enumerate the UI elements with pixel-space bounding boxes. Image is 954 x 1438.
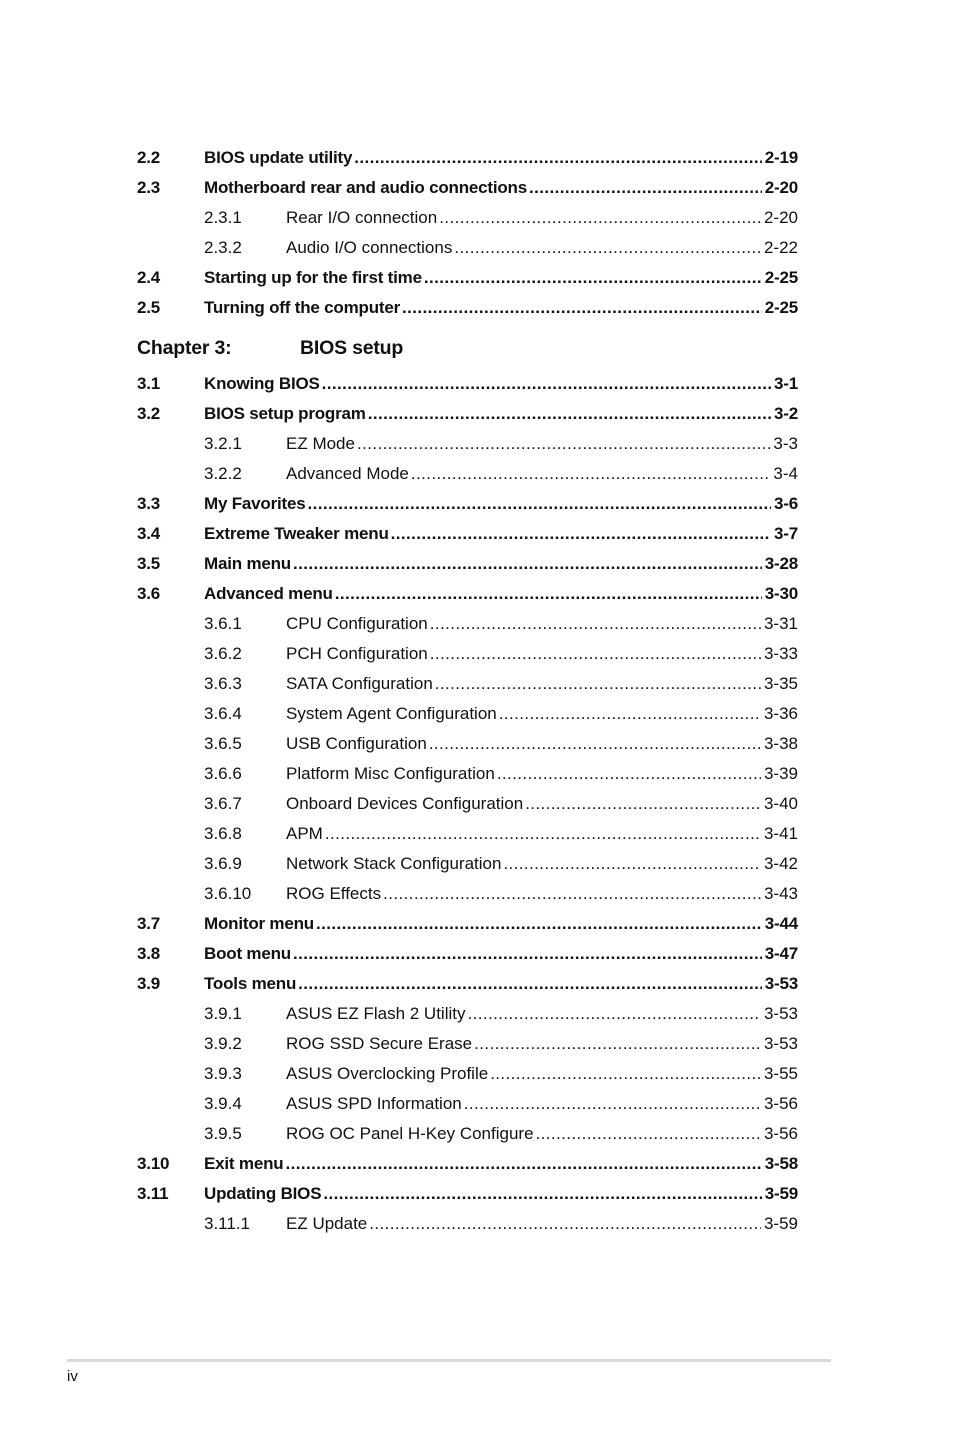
toc-entry-page: 3-41 xyxy=(763,824,798,843)
toc-entry-number: 3.5 xyxy=(137,554,161,573)
toc-entry-title: Extreme Tweaker menu xyxy=(204,524,389,543)
toc-entry[interactable] xyxy=(137,1179,798,1209)
toc-entry-title: Advanced menu xyxy=(204,584,333,603)
toc-entry-title: Knowing BIOS xyxy=(204,374,320,393)
toc-entry-page: 3-58 xyxy=(764,1154,798,1173)
toc-entry[interactable] xyxy=(137,1119,798,1149)
toc-entry[interactable] xyxy=(137,699,798,729)
toc-entry-number: 3.6.10 xyxy=(204,884,252,903)
toc-section-chapter-3 xyxy=(137,369,798,1239)
toc-entry-number: 3.4 xyxy=(137,524,161,543)
toc-entry[interactable] xyxy=(137,789,798,819)
toc-entry[interactable] xyxy=(137,849,798,879)
chapter-heading xyxy=(137,333,798,363)
toc-entry-number: 3.2.2 xyxy=(204,464,242,483)
toc-entry-title: Starting up for the first time xyxy=(204,268,422,287)
toc-entry-number: 3.11 xyxy=(137,1184,169,1203)
toc-entry-number: 3.6.8 xyxy=(204,824,242,843)
toc-section-chapter-2 xyxy=(137,143,798,323)
toc-entry-title: Monitor menu xyxy=(204,914,314,933)
toc-entry-page: 3-31 xyxy=(763,614,798,633)
toc-entry-title: EZ Update xyxy=(286,1214,368,1233)
dot-leader xyxy=(383,879,761,909)
toc-entry-number: 3.9.5 xyxy=(204,1124,242,1143)
dot-leader xyxy=(435,669,761,699)
dot-leader xyxy=(285,1149,761,1179)
toc-entry[interactable] xyxy=(137,399,798,429)
toc-entry[interactable] xyxy=(137,263,798,293)
toc-entry[interactable] xyxy=(137,909,798,939)
toc-entry[interactable] xyxy=(137,1059,798,1089)
toc-entry-title: ROG OC Panel H-Key Configure xyxy=(286,1124,534,1143)
toc-entry-page: 3-30 xyxy=(764,584,798,603)
toc-entry-number: 3.6.9 xyxy=(204,854,242,873)
toc-entry[interactable] xyxy=(137,173,798,203)
toc-entry[interactable] xyxy=(137,429,798,459)
toc-entry-page: 3-7 xyxy=(774,524,798,543)
toc-entry-number: 3.8 xyxy=(137,944,161,963)
toc-entry-number: 3.3 xyxy=(137,494,161,513)
dot-leader xyxy=(323,1179,761,1209)
toc-entry-page: 2-20 xyxy=(763,208,798,227)
toc-entry-title: ASUS Overclocking Profile xyxy=(286,1064,489,1083)
footer-page-number: iv xyxy=(67,1368,78,1385)
toc-entry-page: 3-1 xyxy=(774,374,798,393)
toc-entry-number: 3.1 xyxy=(137,374,161,393)
toc-entry-title: Network Stack Configuration xyxy=(286,854,502,873)
toc-entry-title: Motherboard rear and audio connections xyxy=(204,178,527,197)
toc-entry-number: 3.2 xyxy=(137,404,161,423)
toc-entry[interactable] xyxy=(137,759,798,789)
chapter-number: Chapter 3: xyxy=(137,337,232,359)
toc-entry-number: 3.6.7 xyxy=(204,794,242,813)
dot-leader xyxy=(525,789,761,819)
toc-entry[interactable] xyxy=(137,489,798,519)
toc-entry[interactable] xyxy=(137,1209,798,1239)
dot-leader xyxy=(411,459,771,489)
toc-entry-page: 3-55 xyxy=(763,1064,798,1083)
toc-entry-number: 3.6 xyxy=(137,584,161,603)
toc-entry-page: 3-59 xyxy=(764,1184,798,1203)
toc-entry-number: 3.6.5 xyxy=(204,734,242,753)
toc-entry-page: 2-25 xyxy=(764,298,798,317)
dot-leader xyxy=(308,489,771,519)
toc-entry-title: Rear I/O connection xyxy=(286,208,438,227)
toc-entry[interactable] xyxy=(137,879,798,909)
dot-leader xyxy=(293,549,762,579)
dot-leader xyxy=(391,519,771,549)
toc-entry-page: 2-19 xyxy=(764,148,798,167)
toc-entry-page: 3-44 xyxy=(764,914,798,933)
toc-entry-title: My Favorites xyxy=(204,494,306,513)
dot-leader xyxy=(490,1059,761,1089)
dot-leader xyxy=(369,1209,761,1239)
dot-leader xyxy=(298,969,762,999)
toc-entry[interactable] xyxy=(137,459,798,489)
dot-leader xyxy=(454,233,761,263)
dot-leader xyxy=(430,609,761,639)
dot-leader xyxy=(464,1089,761,1119)
toc-entry[interactable] xyxy=(137,579,798,609)
toc-entry-number: 3.6.3 xyxy=(204,674,242,693)
toc-entry-page: 3-6 xyxy=(774,494,798,513)
dot-leader xyxy=(357,429,770,459)
toc-entry-title: APM xyxy=(286,824,323,843)
toc-entry-number: 2.3.2 xyxy=(204,238,242,257)
toc-entry-page: 3-3 xyxy=(773,434,798,453)
dot-leader xyxy=(293,939,762,969)
toc-entry-title: Tools menu xyxy=(204,974,297,993)
dot-leader xyxy=(430,639,761,669)
toc-entry-number: 3.6.2 xyxy=(204,644,242,663)
footer-divider xyxy=(67,1359,831,1362)
toc-entry[interactable] xyxy=(137,999,798,1029)
dot-leader xyxy=(325,819,761,849)
toc-entry-number: 3.11.1 xyxy=(204,1214,251,1233)
dot-leader xyxy=(497,759,761,789)
toc-entry-page: 3-43 xyxy=(763,884,798,903)
toc-entry-title: BIOS update utility xyxy=(204,148,353,167)
dot-leader xyxy=(536,1119,761,1149)
toc-entry-title: ASUS SPD Information xyxy=(286,1094,462,1113)
toc-entry[interactable] xyxy=(137,143,798,173)
toc-entry-number: 3.6.4 xyxy=(204,704,242,723)
toc-entry-page: 2-22 xyxy=(763,238,798,257)
toc-entry-page: 3-53 xyxy=(763,1004,798,1023)
toc-entry-page: 3-35 xyxy=(763,674,798,693)
toc-entry[interactable] xyxy=(137,609,798,639)
dot-leader xyxy=(424,263,762,293)
toc-entry-title: BIOS setup program xyxy=(204,404,366,423)
toc-entry-number: 3.9.2 xyxy=(204,1034,242,1053)
toc-entry-title: Boot menu xyxy=(204,944,291,963)
toc-entry-title: ROG Effects xyxy=(286,884,382,903)
toc-entry-title: Advanced Mode xyxy=(286,464,409,483)
toc-entry[interactable] xyxy=(137,203,798,233)
toc-entry-page: 3-47 xyxy=(764,944,798,963)
toc-entry-page: 2-20 xyxy=(764,178,798,197)
toc-entry-number: 2.2 xyxy=(137,148,161,167)
toc-entry-page: 3-28 xyxy=(764,554,798,573)
toc-entry-title: ROG SSD Secure Erase xyxy=(286,1034,473,1053)
toc-entry-title: PCH Configuration xyxy=(286,644,428,663)
dot-leader xyxy=(503,849,761,879)
toc-entry-number: 3.9.4 xyxy=(204,1094,242,1113)
toc-entry-number: 3.6.6 xyxy=(204,764,242,783)
toc-entry-number: 3.2.1 xyxy=(204,434,242,453)
toc-entry-page: 3-59 xyxy=(763,1214,798,1233)
chapter-title: BIOS setup xyxy=(300,337,404,359)
dot-leader xyxy=(429,729,761,759)
toc-entry[interactable] xyxy=(137,639,798,669)
toc-entry[interactable] xyxy=(137,939,798,969)
toc-entry-page: 3-42 xyxy=(763,854,798,873)
toc-entry[interactable] xyxy=(137,519,798,549)
dot-leader xyxy=(316,909,762,939)
dot-leader xyxy=(439,203,761,233)
toc-entry-page: 3-33 xyxy=(763,644,798,663)
toc-entry[interactable] xyxy=(137,669,798,699)
toc-entry[interactable] xyxy=(137,233,798,263)
toc-entry-page: 3-36 xyxy=(763,704,798,723)
toc-entry-number: 3.6.1 xyxy=(204,614,242,633)
toc-entry-page: 3-4 xyxy=(773,464,798,483)
toc-entry-title: Main menu xyxy=(204,554,291,573)
toc-entry[interactable] xyxy=(137,969,798,999)
toc-entry-title: Updating BIOS xyxy=(204,1184,322,1203)
toc-entry-number: 2.3 xyxy=(137,178,161,197)
dot-leader xyxy=(402,293,762,323)
dot-leader xyxy=(368,399,771,429)
toc-entry[interactable] xyxy=(137,1029,798,1059)
dot-leader xyxy=(354,143,762,173)
toc-entry[interactable] xyxy=(137,549,798,579)
dot-leader xyxy=(499,699,761,729)
toc-entry-title: Exit menu xyxy=(204,1154,284,1173)
dot-leader xyxy=(474,1029,761,1059)
toc-entry[interactable] xyxy=(137,819,798,849)
toc-entry[interactable] xyxy=(137,1149,798,1179)
toc-entry-page: 3-40 xyxy=(763,794,798,813)
toc-entry-page: 3-56 xyxy=(763,1124,798,1143)
toc-entry-number: 3.7 xyxy=(137,914,161,933)
toc-entry-title: Onboard Devices Configuration xyxy=(286,794,524,813)
toc-entry-page: 3-39 xyxy=(763,764,798,783)
dot-leader xyxy=(468,999,761,1029)
toc-entry-title: EZ Mode xyxy=(286,434,355,453)
toc-entry-number: 2.5 xyxy=(137,298,161,317)
toc-entry-title: CPU Configuration xyxy=(286,614,428,633)
toc-entry[interactable] xyxy=(137,369,798,399)
toc-entry-title: ASUS EZ Flash 2 Utility xyxy=(286,1004,466,1023)
table-of-contents xyxy=(137,143,798,1239)
toc-entry[interactable] xyxy=(137,1089,798,1119)
toc-entry-page: 3-53 xyxy=(764,974,798,993)
toc-entry-page: 3-38 xyxy=(763,734,798,753)
dot-leader xyxy=(335,579,762,609)
toc-entry-title: System Agent Configuration xyxy=(286,704,497,723)
toc-entry-number: 3.9.3 xyxy=(204,1064,242,1083)
toc-entry-page: 3-2 xyxy=(774,404,798,423)
toc-entry-number: 2.4 xyxy=(137,268,161,287)
toc-entry-title: Audio I/O connections xyxy=(286,238,453,257)
toc-entry-number: 3.9 xyxy=(137,974,161,993)
toc-entry-number: 2.3.1 xyxy=(204,208,242,227)
toc-entry-title: SATA Configuration xyxy=(286,674,433,693)
toc-entry-page: 2-25 xyxy=(764,268,798,287)
dot-leader xyxy=(322,369,771,399)
toc-entry-title: USB Configuration xyxy=(286,734,427,753)
toc-entry[interactable] xyxy=(137,729,798,759)
toc-entry-page: 3-53 xyxy=(763,1034,798,1053)
dot-leader xyxy=(529,173,762,203)
toc-entry-title: Turning off the computer xyxy=(204,298,401,317)
toc-entry-title: Platform Misc Configuration xyxy=(286,764,495,783)
toc-entry-number: 3.9.1 xyxy=(204,1004,242,1023)
toc-entry[interactable] xyxy=(137,293,798,323)
toc-entry-number: 3.10 xyxy=(137,1154,170,1173)
toc-entry-page: 3-56 xyxy=(763,1094,798,1113)
